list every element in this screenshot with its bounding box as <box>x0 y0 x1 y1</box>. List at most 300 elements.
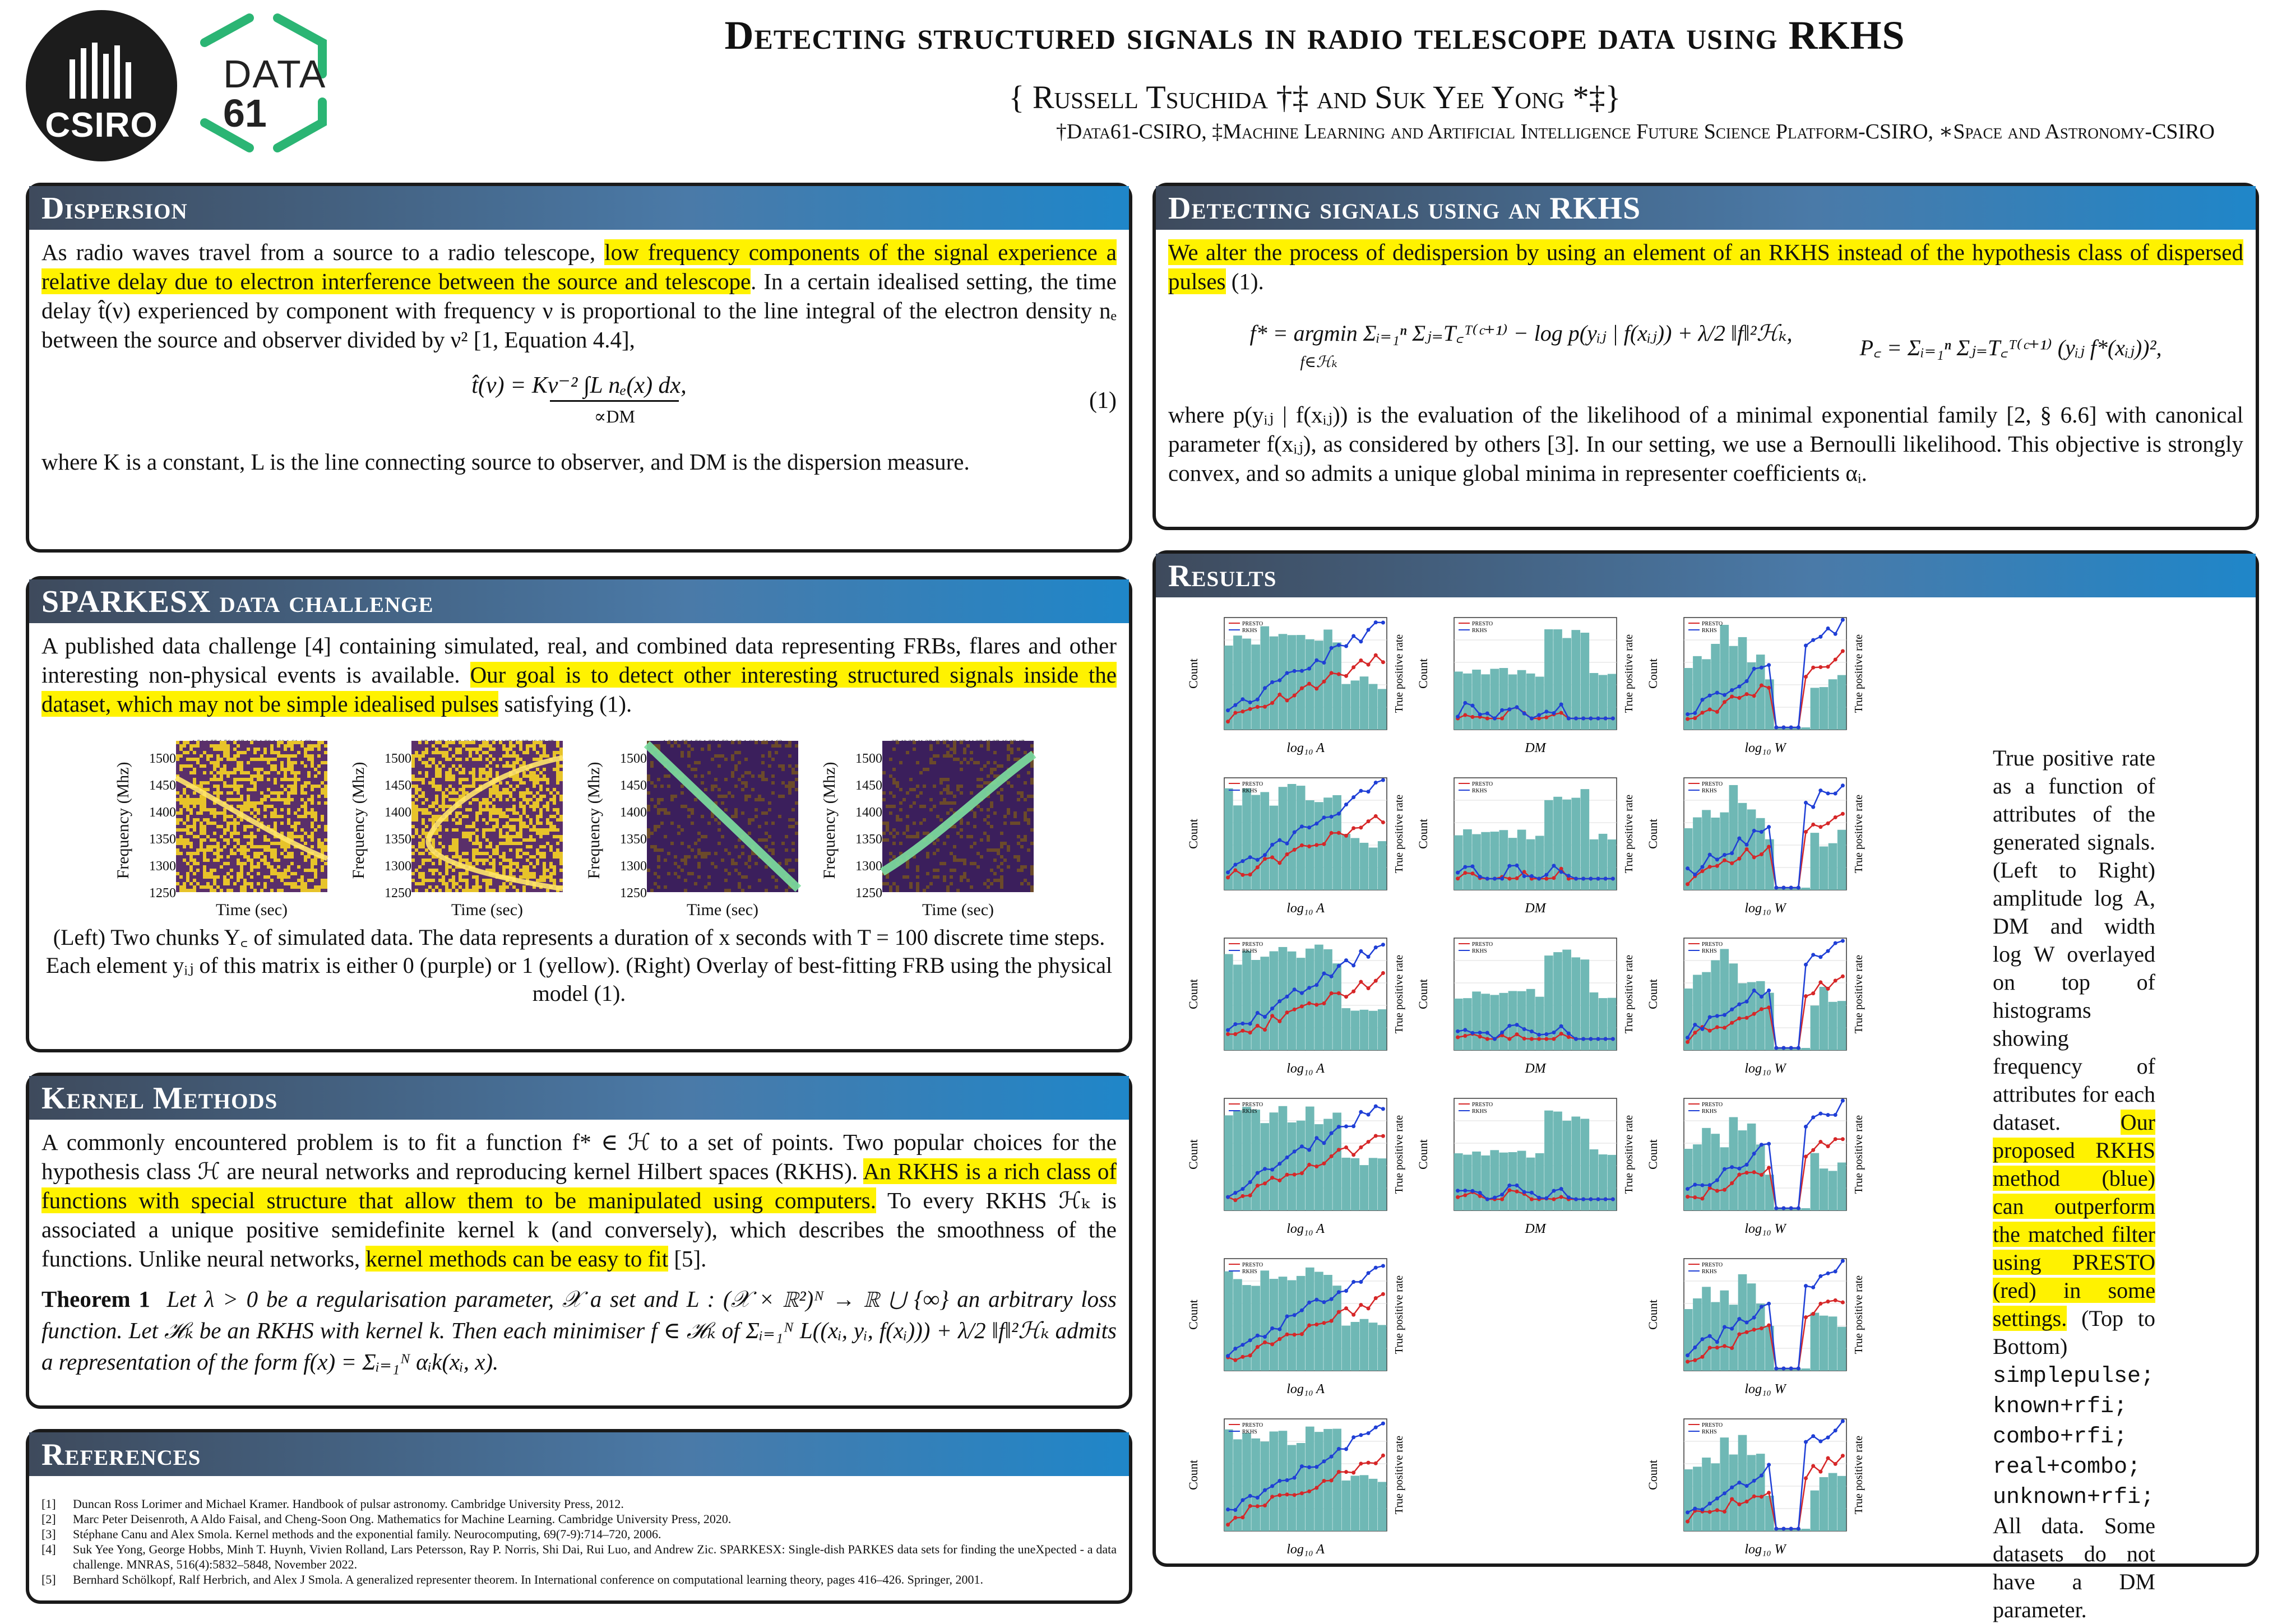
tpr-point <box>1381 1292 1385 1296</box>
tpr-point <box>1730 1181 1734 1185</box>
histogram-bar <box>1306 1427 1314 1531</box>
tpr-point <box>1300 1332 1304 1336</box>
tpr-point <box>1248 1031 1252 1034</box>
tpr-point <box>1818 788 1822 792</box>
tpr-point <box>1596 877 1600 881</box>
histogram-bar <box>1369 1158 1378 1210</box>
tpr-point <box>1745 1484 1749 1488</box>
tpr-point <box>1826 1456 1830 1460</box>
tpr-point <box>1752 1012 1756 1016</box>
tpr-point <box>1285 1010 1289 1014</box>
tpr-point <box>1240 697 1244 701</box>
tpr-point <box>1841 618 1845 622</box>
tpr-point <box>1737 1017 1741 1020</box>
histogram-bar <box>1829 1171 1837 1210</box>
tpr-point <box>1307 1148 1311 1152</box>
tpr-point <box>1537 1196 1541 1200</box>
tpr-point <box>1248 1494 1252 1498</box>
tpr-point <box>1337 1290 1341 1294</box>
histogram-bar <box>1490 1150 1499 1210</box>
tpr-point <box>1841 1099 1845 1103</box>
tpr-point <box>1367 986 1371 990</box>
spectrogram-ytick: 1250 <box>385 886 411 901</box>
tpr-point <box>1367 1306 1371 1310</box>
tpr-point <box>1781 1527 1785 1531</box>
tpr-point <box>1270 1006 1274 1010</box>
tpr-point <box>1804 963 1808 967</box>
tpr-point <box>1767 1491 1771 1495</box>
histogram-bar <box>1260 627 1269 730</box>
tpr-point <box>1277 693 1281 697</box>
tpr-point <box>1285 842 1289 846</box>
tpr-point <box>1277 1337 1281 1341</box>
histogram-bar <box>1332 1429 1341 1531</box>
tpr-point <box>1515 1032 1519 1036</box>
tpr-point <box>1826 1272 1830 1275</box>
histogram-bar <box>1517 1151 1526 1210</box>
tpr-point <box>1723 1491 1726 1495</box>
tpr-point <box>1456 1195 1460 1199</box>
tpr-point <box>1730 1497 1734 1501</box>
tpr-axis-label: True positive rate <box>1853 1275 1865 1354</box>
tpr-axis-label: True positive rate <box>1393 634 1405 713</box>
histogram-bar <box>1332 963 1341 1050</box>
tpr-point <box>1811 1464 1815 1468</box>
spectrogram-ytick: 1400 <box>385 805 411 820</box>
tpr-point <box>1359 1461 1363 1465</box>
tpr-point <box>1277 861 1281 865</box>
histogram-bar <box>1693 975 1702 1050</box>
tpr-point <box>1263 686 1267 690</box>
histogram-bar <box>1571 630 1580 730</box>
results-plot-svg <box>1645 770 1869 920</box>
tpr-point <box>1715 1014 1719 1018</box>
spectrogram-image <box>647 741 798 892</box>
tpr-point <box>1804 1315 1808 1319</box>
tpr-point <box>1270 1168 1274 1172</box>
tpr-point <box>1240 859 1244 863</box>
histogram-bar <box>1571 798 1580 890</box>
spectrogram-ylabel: Frequency (Mhz) <box>585 762 603 879</box>
histogram-bar <box>1837 1476 1846 1531</box>
tpr-point <box>1500 1031 1504 1034</box>
tpr-point <box>1730 1486 1734 1490</box>
tpr-point <box>1559 870 1563 874</box>
tpr-point <box>1781 726 1785 730</box>
tpr-point <box>1493 877 1497 881</box>
count-axis-label: Count <box>1416 979 1430 1009</box>
histogram-bar <box>1306 1107 1314 1210</box>
x-axis-label: log₁₀ A <box>1286 901 1325 916</box>
results-plot-svg <box>1415 770 1639 920</box>
histogram-bar <box>1251 1110 1260 1210</box>
results-plot-svg <box>1645 930 1869 1080</box>
tpr-point <box>1277 999 1281 1003</box>
count-axis-label: Count <box>1186 1300 1200 1330</box>
tpr-point <box>1344 995 1348 999</box>
histogram-bar <box>1820 846 1829 890</box>
tpr-point <box>1367 663 1371 667</box>
tpr-point <box>1723 1188 1726 1192</box>
tpr-point <box>1307 667 1311 671</box>
histogram-bar <box>1351 1011 1360 1050</box>
legend-label: RKHS <box>1472 628 1487 634</box>
tpr-point <box>1478 1191 1482 1195</box>
tpr-point <box>1240 1194 1244 1198</box>
histogram-bar <box>1332 1286 1341 1371</box>
tpr-point <box>1330 1297 1334 1301</box>
histogram-bar <box>1360 843 1369 890</box>
references-heading: References <box>29 1432 1129 1476</box>
tpr-point <box>1381 1134 1385 1138</box>
histogram-bar <box>1297 958 1306 1050</box>
tpr-point <box>1270 1326 1274 1330</box>
legend-label: PRESTO <box>1472 1102 1493 1108</box>
tpr-point <box>1307 1465 1311 1469</box>
x-axis-label: log₁₀ A <box>1286 1542 1325 1557</box>
results-plot-svg <box>1645 1091 1869 1241</box>
tpr-point <box>1285 1315 1289 1319</box>
spectrogram-panel <box>820 725 1042 919</box>
spectrogram-xlabel: Time (sec) <box>451 901 524 919</box>
tpr-point <box>1330 646 1334 650</box>
histogram-bar <box>1590 673 1599 730</box>
tpr-point <box>1381 943 1385 946</box>
histogram-bar <box>1608 674 1617 730</box>
equation-number: (1) <box>1089 388 1117 414</box>
tpr-point <box>1760 1473 1763 1477</box>
tpr-point <box>1745 1330 1749 1334</box>
tpr-point <box>1344 1306 1348 1310</box>
tpr-point <box>1774 1207 1778 1210</box>
legend-label: PRESTO <box>1242 621 1263 627</box>
tpr-axis-label: True positive rate <box>1623 634 1635 713</box>
tpr-point <box>1760 684 1763 688</box>
histogram-bar <box>1499 993 1508 1050</box>
spectrogram-image <box>411 741 563 892</box>
kernel-paragraph: A commonly encountered problem is to fit a function f* ∈ ℋ to a set of points. Two popular choices for the hypothesis class ℋ are neural networks and reproducing kernel Hilbert spaces (RKHS). An RKHS is a rich class of functions with special structure that allow them to be manipulated using computers. To every RKHS ℋₖ is associated a unique positive semidefinite kernel k (and conversely), which describes the smoothness of the functions. Unlike neural networks, kernel methods can be easy to fit [5]. <box>41 1129 1117 1272</box>
tpr-point <box>1233 1358 1237 1362</box>
tpr-point <box>1322 661 1326 665</box>
tpr-point <box>1589 1198 1593 1201</box>
tpr-point <box>1337 1447 1341 1451</box>
legend-label: RKHS <box>1472 948 1487 954</box>
tpr-point <box>1804 830 1808 834</box>
tpr-point <box>1470 864 1474 868</box>
tpr-point <box>1233 1032 1237 1036</box>
results-plot-svg <box>1645 610 1869 760</box>
legend-label: RKHS <box>1702 1429 1717 1435</box>
histogram-bar <box>1297 1276 1306 1371</box>
reference-item <box>41 1496 1117 1511</box>
tpr-point <box>1263 1335 1267 1339</box>
tpr-point <box>1300 991 1304 995</box>
tpr-point <box>1745 1163 1749 1167</box>
tpr-point <box>1686 1510 1689 1514</box>
tpr-point <box>1344 802 1348 806</box>
tpr-point <box>1285 1478 1289 1482</box>
tpr-point <box>1256 1171 1260 1175</box>
tpr-point <box>1693 1507 1697 1511</box>
csiro-logo-text: CSIRO <box>45 106 158 145</box>
tpr-point <box>1344 644 1348 648</box>
tpr-point <box>1248 707 1252 711</box>
tpr-point <box>1500 1193 1504 1196</box>
tpr-point <box>1285 1333 1289 1337</box>
tpr-point <box>1567 717 1571 721</box>
tpr-point <box>1811 1434 1815 1438</box>
results-plot <box>1415 610 1639 760</box>
results-plot-svg <box>1185 610 1409 760</box>
tpr-point <box>1344 1470 1348 1474</box>
results-panel <box>1152 550 2259 1622</box>
tpr-point <box>1314 822 1318 825</box>
histogram-bar <box>1508 1152 1517 1210</box>
legend-label: RKHS <box>1242 1429 1257 1435</box>
tpr-point <box>1804 1440 1808 1444</box>
sparkesx-caption: (Left) Two chunks Y꜀ of simulated data. The data represents a duration of x seconds with T = 100 discrete time steps. Each element yᵢⱼ of this matrix is either 0 (purple) or 1 (yellow). (Right) Overlay of best-fitting FRB using the physical model (1). <box>45 925 1113 1006</box>
histogram-bar <box>1599 1154 1608 1210</box>
tpr-point <box>1752 1152 1756 1156</box>
results-plot <box>1645 1411 1869 1561</box>
histogram-bar <box>1720 1147 1729 1210</box>
tpr-point <box>1337 964 1341 968</box>
tpr-point <box>1700 1337 1704 1341</box>
tpr-point <box>1537 1033 1541 1037</box>
tpr-point <box>1552 1198 1556 1201</box>
tpr-point <box>1381 1107 1385 1111</box>
tpr-point <box>1226 870 1230 874</box>
poster-authors: { Russell Tsuchida †‡ and Suk Yee Yong *‡} <box>1008 79 1621 115</box>
tpr-point <box>1686 1036 1689 1040</box>
spectrogram-row <box>41 725 1117 919</box>
tpr-point <box>1737 1003 1741 1006</box>
tpr-point <box>1337 643 1341 647</box>
tpr-point <box>1715 864 1719 868</box>
histogram-bar <box>1756 1454 1765 1531</box>
tpr-point <box>1456 1189 1460 1193</box>
tpr-point <box>1693 716 1697 720</box>
tpr-point <box>1797 726 1800 730</box>
tpr-point <box>1263 705 1267 709</box>
tpr-point <box>1285 1156 1289 1159</box>
tpr-point <box>1367 1461 1371 1465</box>
dispersion-paragraph: As radio waves travel from a source to a radio telescope, low frequency components of the signal experience a relative delay due to electron interference between the source and telescope. In a certain idealised setting, the time delay t̂(ν) experienced by component with frequency ν is proportional to the line integral of the electron density nₑ between the source and observer divided by ν² [1, Equation 4.4], <box>41 239 1117 352</box>
tpr-point <box>1686 1353 1689 1357</box>
tpr-point <box>1322 1001 1326 1005</box>
tpr-point <box>1381 1264 1385 1268</box>
tpr-point <box>1240 1022 1244 1026</box>
tpr-point <box>1256 1496 1260 1500</box>
legend-label: RKHS <box>1702 948 1717 954</box>
histogram-bar <box>1711 960 1720 1050</box>
tpr-point <box>1611 1198 1615 1201</box>
x-axis-label: DM <box>1525 1222 1546 1236</box>
results-plot-svg <box>1645 1251 1869 1401</box>
tpr-point <box>1307 1163 1311 1167</box>
tpr-point <box>1478 1034 1482 1038</box>
tpr-point <box>1760 852 1763 856</box>
detecting-paragraph: We alter the process of dedispersion by using an element of an RKHS instead of the hypothesis class of dispersed pulses (1). <box>1168 239 2243 294</box>
histogram-bar <box>1297 786 1306 890</box>
legend-label: RKHS <box>1242 948 1257 954</box>
reference-item <box>41 1526 1117 1542</box>
histogram-bar <box>1820 1168 1829 1210</box>
tpr-point <box>1351 1153 1355 1157</box>
x-axis-label: log₁₀ W <box>1744 741 1786 755</box>
tpr-point <box>1248 1180 1252 1184</box>
tpr-point <box>1270 1484 1274 1488</box>
tpr-point <box>1322 1321 1326 1325</box>
spectrogram-ytick: 1450 <box>149 778 176 793</box>
legend-label: RKHS <box>1242 1108 1257 1115</box>
tpr-point <box>1485 712 1489 716</box>
histogram-bar <box>1581 959 1590 1050</box>
tpr-point <box>1708 694 1712 698</box>
histogram-bar <box>1811 1005 1820 1050</box>
csiro-logo <box>26 10 177 161</box>
tpr-point <box>1522 874 1526 878</box>
detecting-panel <box>1152 183 2259 530</box>
tpr-point <box>1300 1004 1304 1008</box>
histogram-bar <box>1360 676 1369 730</box>
tpr-point <box>1322 815 1326 819</box>
spectrogram-ytick: 1250 <box>149 886 176 901</box>
tpr-point <box>1559 1195 1563 1199</box>
results-plot <box>1415 770 1639 920</box>
tpr-point <box>1256 1024 1260 1028</box>
tpr-point <box>1322 680 1326 684</box>
results-plot <box>1415 1091 1639 1241</box>
tpr-point <box>1226 708 1230 712</box>
tpr-point <box>1359 1280 1363 1284</box>
tpr-point <box>1515 1184 1519 1187</box>
spectrogram-ytick: 1350 <box>149 832 176 847</box>
spectrogram-ylabel: Frequency (Mhz) <box>114 762 132 879</box>
histogram-bar <box>1693 1144 1702 1210</box>
tpr-point <box>1277 1328 1281 1331</box>
tpr-point <box>1804 1125 1808 1129</box>
histogram-bar <box>1702 810 1711 890</box>
tpr-point <box>1708 1029 1712 1033</box>
histogram-bar <box>1608 839 1617 890</box>
tpr-point <box>1537 1037 1541 1041</box>
spectrogram-ytick: 1350 <box>385 832 411 847</box>
tpr-point <box>1351 1124 1355 1128</box>
histogram-bar <box>1288 952 1297 1050</box>
tpr-point <box>1233 1516 1237 1520</box>
histogram-bar <box>1829 1002 1837 1050</box>
tpr-point <box>1708 865 1712 869</box>
sparkesx-paragraph: A published data challenge [4] containing simulated, real, and combined data representing FRBs, flares and other interesting non-physical events is available. Our goal is to detect other interesting structured signals inside the dataset, which may not be simple idealised pulses satisfying (1). <box>41 633 1117 717</box>
results-plot <box>1185 1251 1409 1401</box>
histogram-bar <box>1351 680 1360 730</box>
histogram-bar <box>1490 832 1499 890</box>
histogram-bar <box>1756 981 1765 1050</box>
reference-number: [1] <box>41 1497 56 1511</box>
dispersion-heading: Dispersion <box>29 186 1129 230</box>
results-plot-svg <box>1185 770 1409 920</box>
tpr-point <box>1723 1013 1726 1017</box>
tpr-point <box>1841 1137 1845 1141</box>
tpr-point <box>1530 1198 1534 1201</box>
tpr-point <box>1293 1008 1297 1011</box>
tpr-point <box>1330 1154 1334 1158</box>
reference-item <box>41 1572 1117 1587</box>
histogram-bar <box>1535 1153 1544 1210</box>
histogram-bar <box>1517 991 1526 1050</box>
tpr-point <box>1293 987 1297 991</box>
tpr-point <box>1374 1134 1378 1138</box>
results-caption: True positive rate as a function of attributes of the generated signals. (Left to Right) amplitude log A, DM and width log W overlayed on top of histograms showing frequency of attributes for each dataset. Our proposed RKHS method (blue) can outperform the matched filter using PRESTO (red) in some settings. (Top to Bottom) simplepulse; known+rfi; combo+rfi; real+combo; unknown+rfi; All data. Some datasets do not have a DM parameter. <box>1993 745 2155 1622</box>
histogram-bar <box>1314 1432 1323 1531</box>
histogram-bar <box>1314 641 1323 730</box>
reference-text: Marc Peter Deisenroth, A Aldo Faisal, and Cheng-Soon Ong. Mathematics for Machine Learning. Cambridge University Press, 2020. <box>73 1512 732 1526</box>
tpr-point <box>1752 667 1756 671</box>
tpr-point <box>1263 1181 1267 1185</box>
tpr-point <box>1789 1046 1793 1050</box>
tpr-point <box>1263 1504 1267 1507</box>
tpr-point <box>1270 1014 1274 1018</box>
tpr-point <box>1226 1195 1230 1199</box>
tpr-point <box>1374 1426 1378 1430</box>
tpr-point <box>1456 1035 1460 1039</box>
tpr-point <box>1456 714 1460 718</box>
tpr-point <box>1285 995 1289 999</box>
results-plot-grid <box>1185 610 1874 1562</box>
histogram-bar <box>1811 1153 1820 1210</box>
histogram-bar <box>1535 676 1544 730</box>
tpr-point <box>1233 1347 1237 1351</box>
tpr-point <box>1285 698 1289 702</box>
sparkesx-panel <box>26 576 1132 1052</box>
histogram-bar <box>1360 1319 1369 1371</box>
histogram-bar <box>1738 803 1747 890</box>
tpr-point <box>1745 1500 1749 1504</box>
tpr-point <box>1515 705 1519 709</box>
tpr-point <box>1381 660 1385 664</box>
histogram-bar <box>1590 839 1599 890</box>
spectrogram-ytick: 1250 <box>855 886 882 901</box>
tpr-point <box>1818 1440 1822 1444</box>
histogram-bar <box>1801 1048 1810 1050</box>
tpr-point <box>1359 639 1363 643</box>
tpr-point <box>1256 698 1260 702</box>
spectrogram-image <box>176 741 327 892</box>
count-axis-label: Count <box>1186 1460 1200 1490</box>
tpr-point <box>1507 1188 1511 1192</box>
histogram-bar <box>1720 1437 1729 1531</box>
tpr-point <box>1500 708 1504 712</box>
tpr-axis-label: True positive rate <box>1393 954 1405 1034</box>
tpr-point <box>1611 1037 1615 1041</box>
tpr-point <box>1314 686 1318 690</box>
tpr-point <box>1544 1032 1548 1036</box>
tpr-point <box>1337 672 1341 676</box>
tpr-point <box>1381 1422 1385 1426</box>
tpr-point <box>1826 791 1830 795</box>
spectrogram-ytick: 1500 <box>385 751 411 766</box>
tpr-point <box>1700 1196 1704 1200</box>
tpr-point <box>1307 1001 1311 1005</box>
histogram-bar <box>1251 795 1260 890</box>
tpr-point <box>1522 1027 1526 1031</box>
x-axis-label: log₁₀ W <box>1744 901 1786 916</box>
tpr-point <box>1811 1115 1815 1119</box>
tpr-point <box>1752 1495 1756 1498</box>
tpr-point <box>1293 1173 1297 1177</box>
tpr-point <box>1818 665 1822 669</box>
